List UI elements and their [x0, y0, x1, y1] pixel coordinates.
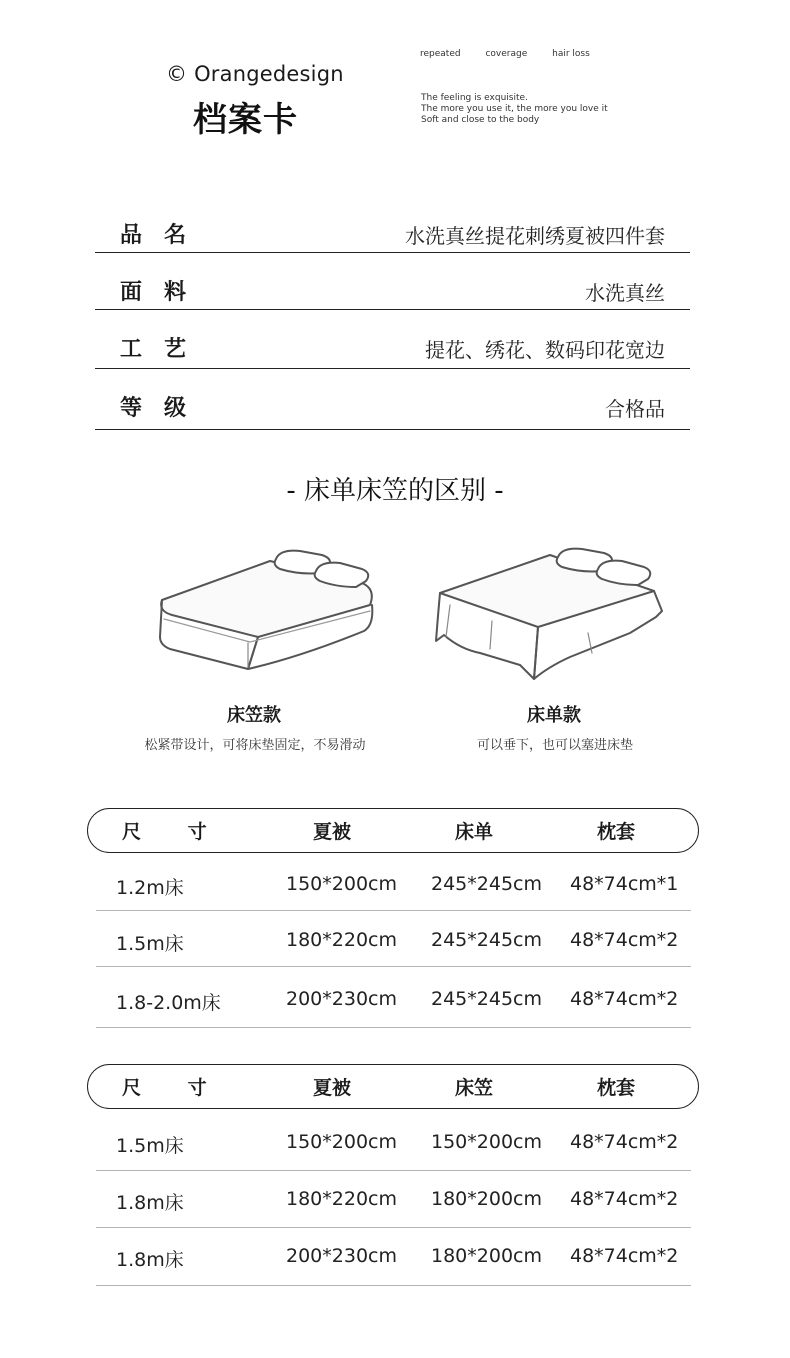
- size-table-header: [87, 1064, 699, 1109]
- quilt-cell: 180*220cm: [286, 1188, 397, 1210]
- size-table-header: [87, 808, 699, 853]
- spec-row-craft: [95, 310, 690, 369]
- sheet-cell: 245*245cm: [431, 988, 542, 1010]
- fitted-sheet-desc: 松紧带设计，可将床垫固定，不易滑动: [144, 738, 366, 753]
- spec-value: 提花、绣花、数码印花宽边: [425, 338, 665, 362]
- fitted-sheet-cell: 150*200cm: [431, 1131, 542, 1153]
- pillowcase-cell: 48*74cm*2: [570, 1131, 679, 1153]
- spec-value: 合格品: [605, 397, 665, 421]
- tag-repeated: repeated: [420, 49, 461, 59]
- fitted-sheet-cell: 180*200cm: [431, 1245, 542, 1267]
- tag-coverage: coverage: [485, 49, 528, 59]
- table-row: [96, 1171, 691, 1228]
- spec-label: 工艺: [120, 337, 209, 362]
- pillowcase-cell: 48*74cm*2: [570, 929, 679, 951]
- spec-label: 等级: [120, 396, 209, 421]
- tagline-line: The feeling is exquisite.: [421, 93, 528, 103]
- spec-label: 品名: [120, 223, 209, 248]
- header-sheet: 床单: [455, 821, 494, 843]
- sheet-cell: 245*245cm: [431, 929, 542, 951]
- size-cell: 1.8m床: [116, 1192, 184, 1214]
- section-title: - 床单床笠的区别 -: [286, 476, 504, 506]
- table-row: [96, 1228, 691, 1286]
- spec-row-name: [95, 205, 690, 253]
- pillowcase-cell: 48*74cm*2: [570, 988, 679, 1010]
- tag-list: [420, 49, 612, 59]
- spec-row-fabric: [95, 253, 690, 310]
- pillowcase-cell: 48*74cm*2: [570, 1188, 679, 1210]
- pillowcase-cell: 48*74cm*2: [570, 1245, 679, 1267]
- table-row: [96, 967, 691, 1028]
- size-cell: 1.5m床: [116, 1135, 184, 1157]
- spec-label: 面料: [120, 280, 209, 305]
- flat-sheet-desc: 可以垂下，也可以塞进床垫: [476, 738, 633, 753]
- brand-name: © Orangedesign: [166, 62, 344, 86]
- tagline: [421, 93, 608, 126]
- table-row: [96, 1109, 691, 1171]
- header-pillowcase: 枕套: [597, 1077, 636, 1099]
- table-row: [96, 911, 691, 967]
- size-cell: 1.8m床: [116, 1249, 184, 1271]
- size-cell: 1.2m床: [116, 877, 184, 899]
- quilt-cell: 150*200cm: [286, 1131, 397, 1153]
- fitted-sheet-illustration: [150, 545, 380, 675]
- quilt-cell: 200*230cm: [286, 988, 397, 1010]
- header-quilt: 夏被: [313, 1077, 352, 1099]
- quilt-cell: 150*200cm: [286, 873, 397, 895]
- tagline-line: The more you use it, the more you love it: [421, 104, 608, 114]
- fitted-sheet-cell: 180*200cm: [431, 1188, 542, 1210]
- fitted-sheet-name: 床笠款: [227, 705, 281, 726]
- pillowcase-cell: 48*74cm*1: [570, 873, 679, 895]
- spec-value: 水洗真丝提花刺绣夏被四件套: [405, 224, 665, 248]
- spec-row-grade: [95, 369, 690, 430]
- sheet-cell: 245*245cm: [431, 873, 542, 895]
- header-size: 尺 寸: [122, 821, 227, 843]
- spec-value: 水洗真丝: [585, 281, 665, 305]
- flat-sheet-name: 床单款: [527, 705, 581, 726]
- tag-hair-loss: hair loss: [552, 49, 590, 59]
- quilt-cell: 180*220cm: [286, 929, 397, 951]
- header-quilt: 夏被: [313, 821, 352, 843]
- quilt-cell: 200*230cm: [286, 1245, 397, 1267]
- page-title: 档案卡: [193, 100, 298, 140]
- size-cell: 1.5m床: [116, 933, 184, 955]
- header-pillowcase: 枕套: [597, 821, 636, 843]
- flat-sheet-illustration: [430, 545, 670, 685]
- header-size: 尺 寸: [122, 1077, 227, 1099]
- size-cell: 1.8-2.0m床: [116, 992, 221, 1014]
- header-fitted-sheet: 床笠: [455, 1077, 494, 1099]
- table-row: [96, 853, 691, 911]
- tagline-line: Soft and close to the body: [421, 115, 540, 125]
